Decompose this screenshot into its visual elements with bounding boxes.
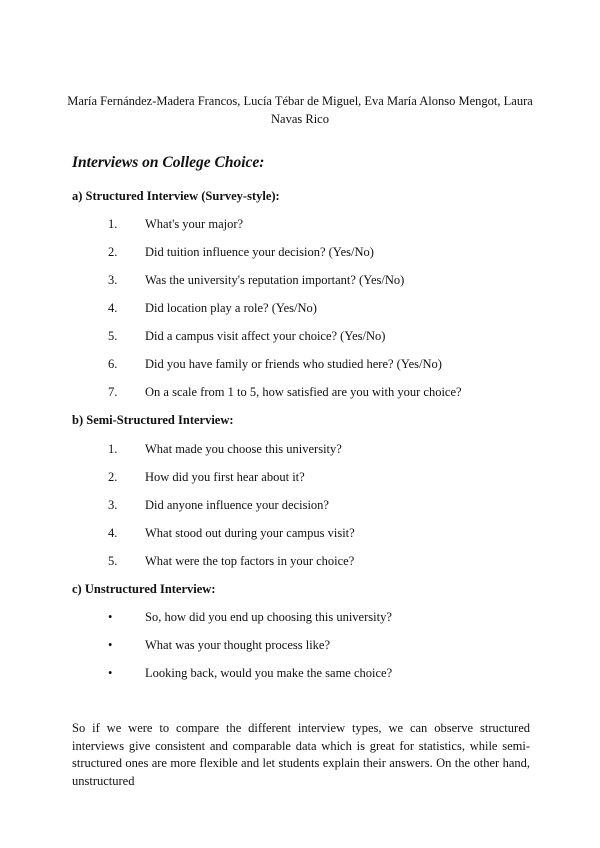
comparison-paragraph: So if we were to compare the different interview types, we can observe structured interviews give consistent and comparable data which is great for statistics, while semi-structured ones are more flexible and let students explain their answers. On the other hand, unstructured: [72, 721, 530, 788]
list-marker: 7.: [108, 385, 118, 399]
list-item: [0, 272, 600, 300]
bullet-marker: •: [108, 666, 113, 680]
document-title: Interviews on College Choice:: [72, 154, 265, 171]
list-item-text: What made you choose this university?: [145, 442, 342, 456]
list-item: [0, 356, 600, 384]
list-item-text: What were the top factors in your choice?: [145, 554, 355, 568]
list-item-text: Did you have family or friends who studied here? (Yes/No): [145, 357, 442, 371]
list-marker: 2.: [108, 245, 118, 259]
unstructured-question-list: [0, 609, 600, 693]
list-marker: 1.: [108, 442, 118, 456]
list-item: [0, 328, 600, 356]
list-item-text: Did a campus visit affect your choice? (Yes/No): [145, 329, 386, 343]
structured-question-list: [0, 216, 600, 412]
section-heading-structured: a) Structured Interview (Survey-style):: [72, 189, 280, 203]
list-item: [0, 553, 600, 581]
list-item: [0, 216, 600, 244]
list-item-text: What stood out during your campus visit?: [145, 526, 355, 540]
list-marker: 5.: [108, 329, 118, 343]
list-item: [0, 384, 600, 412]
list-item-text: Did location play a role? (Yes/No): [145, 301, 317, 315]
list-item: [0, 469, 600, 497]
bullet-marker: •: [108, 638, 113, 652]
list-item-text: On a scale from 1 to 5, how satisfied are you with your choice?: [145, 385, 462, 399]
list-item-text: Was the university's reputation important? (Yes/No): [145, 273, 405, 287]
list-marker: 3.: [108, 273, 118, 287]
semi-structured-question-list: [0, 441, 600, 581]
list-item-text: Did tuition influence your decision? (Yes/No): [145, 245, 374, 259]
list-marker: 1.: [108, 217, 118, 231]
list-item: [0, 665, 600, 693]
list-item-text: Looking back, would you make the same choice?: [145, 666, 393, 680]
list-marker: 4.: [108, 301, 118, 315]
list-marker: 4.: [108, 526, 118, 540]
list-item: [0, 441, 600, 469]
list-item-text: What's your major?: [145, 217, 244, 231]
list-marker: 3.: [108, 498, 118, 512]
list-item-text: So, how did you end up choosing this university?: [145, 610, 392, 624]
list-marker: 2.: [108, 470, 118, 484]
author-list: María Fernández-Madera Francos, Lucía Tébar de Miguel, Eva María Alonso Mengot, Laura Navas Rico: [67, 94, 533, 126]
bullet-marker: •: [108, 610, 113, 624]
section-heading-unstructured: c) Unstructured Interview:: [72, 582, 216, 596]
list-item: [0, 525, 600, 553]
list-item: [0, 300, 600, 328]
list-item: [0, 244, 600, 272]
list-item: [0, 637, 600, 665]
list-item-text: How did you first hear about it?: [145, 470, 305, 484]
list-item: [0, 497, 600, 525]
list-item: [0, 609, 600, 637]
list-marker: 5.: [108, 554, 118, 568]
list-item-text: Did anyone influence your decision?: [145, 498, 329, 512]
list-marker: 6.: [108, 357, 118, 371]
list-item-text: What was your thought process like?: [145, 638, 331, 652]
section-heading-semi-structured: b) Semi-Structured Interview:: [72, 413, 234, 427]
